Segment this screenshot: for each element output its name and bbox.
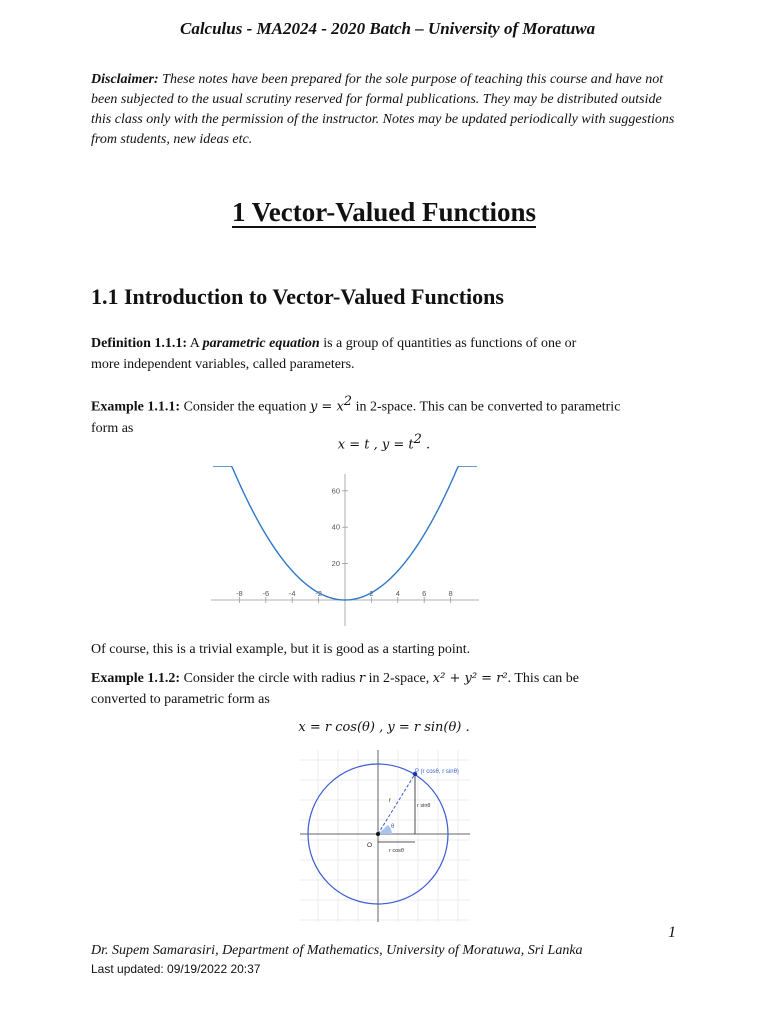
example-1-1-2: Example 1.1.2: Consider the circle with radius r in 2-space, x² + y² = r². This can be converted to parametric form as: [91, 671, 579, 707]
parabola-plot: [207, 466, 483, 628]
rcos-label: r cosθ: [389, 848, 404, 854]
x-tick-label: 4: [395, 589, 400, 598]
y-tick-label: 20: [331, 559, 340, 569]
radius-line: [378, 774, 415, 834]
section-title: 1.1 Introduction to Vector-Valued Functions: [91, 284, 504, 309]
x-tick-label: -4: [288, 589, 296, 598]
definition-1-1-1: Definition 1.1.1: A parametric equation is a group of quantities as functions of one or more independent variables, called parameters.: [91, 336, 577, 372]
disclaimer: [91, 70, 681, 150]
y-tick-label: 40: [331, 522, 340, 532]
r-label: r: [389, 798, 391, 804]
definition-term: parametric equation: [202, 336, 320, 351]
angle-wedge: [378, 825, 392, 834]
x-tick-label: -8: [236, 589, 243, 598]
last-updated: Last updated: 09/19/2022 20:37: [91, 962, 261, 976]
parametric-form-equation: x = t , $y = t^2$ .: [337, 432, 431, 453]
theta-label: θ: [391, 824, 395, 830]
document-header: Calculus - MA2024 - 2020 Batch – University of Moratuwa: [180, 19, 596, 38]
y-tick-label: 60: [331, 486, 340, 496]
disclaimer-text: These notes have been prepared for the sole purpose of teaching this course and have not been subjected to the usual scrutiny reserved for formal publications. They may be distributed outside this class only with the permission of the instructor. Notes may be updated periodically with suggestions from students, new ideas etc.: [91, 72, 675, 147]
example-1-1-1: Example 1.1.1: Consider the equation $y = x^2$ in 2-space. This can be converted to parametric form as: [91, 394, 621, 436]
rsin-label: r sinθ: [417, 803, 431, 809]
footer-author: Dr. Supem Samarasiri, Department of Mathematics, University of Moratuwa, Sri Lanka: [91, 943, 583, 958]
disclaimer-label: Disclaimer:: [91, 72, 159, 87]
circle-parametric-equation: x = r cos(θ) , y = r sin(θ) .: [298, 720, 470, 735]
point-p-label: P (r cosθ, r sinθ): [415, 769, 459, 775]
x-tick-label: 6: [422, 589, 427, 598]
circle-figure: [300, 750, 470, 922]
example-label: Example 1.1.2:: [91, 671, 181, 686]
page-number: 1: [668, 924, 676, 941]
trivial-example-note: Of course, this is a trivial example, but it is good as a starting point.: [91, 642, 471, 657]
chapter-title: 1 Vector-Valued Functions: [231, 197, 537, 227]
x-tick-label: -2: [315, 589, 322, 598]
origin-point: [376, 832, 380, 836]
grid-lines: [300, 750, 470, 922]
x-tick-label: 2: [369, 589, 374, 598]
example-label: Example 1.1.1:: [91, 399, 181, 415]
x-tick-label: 8: [448, 589, 453, 598]
definition-label: Definition 1.1.1:: [91, 336, 188, 351]
x-tick-label: -6: [262, 589, 270, 598]
origin-label: O: [367, 842, 373, 849]
